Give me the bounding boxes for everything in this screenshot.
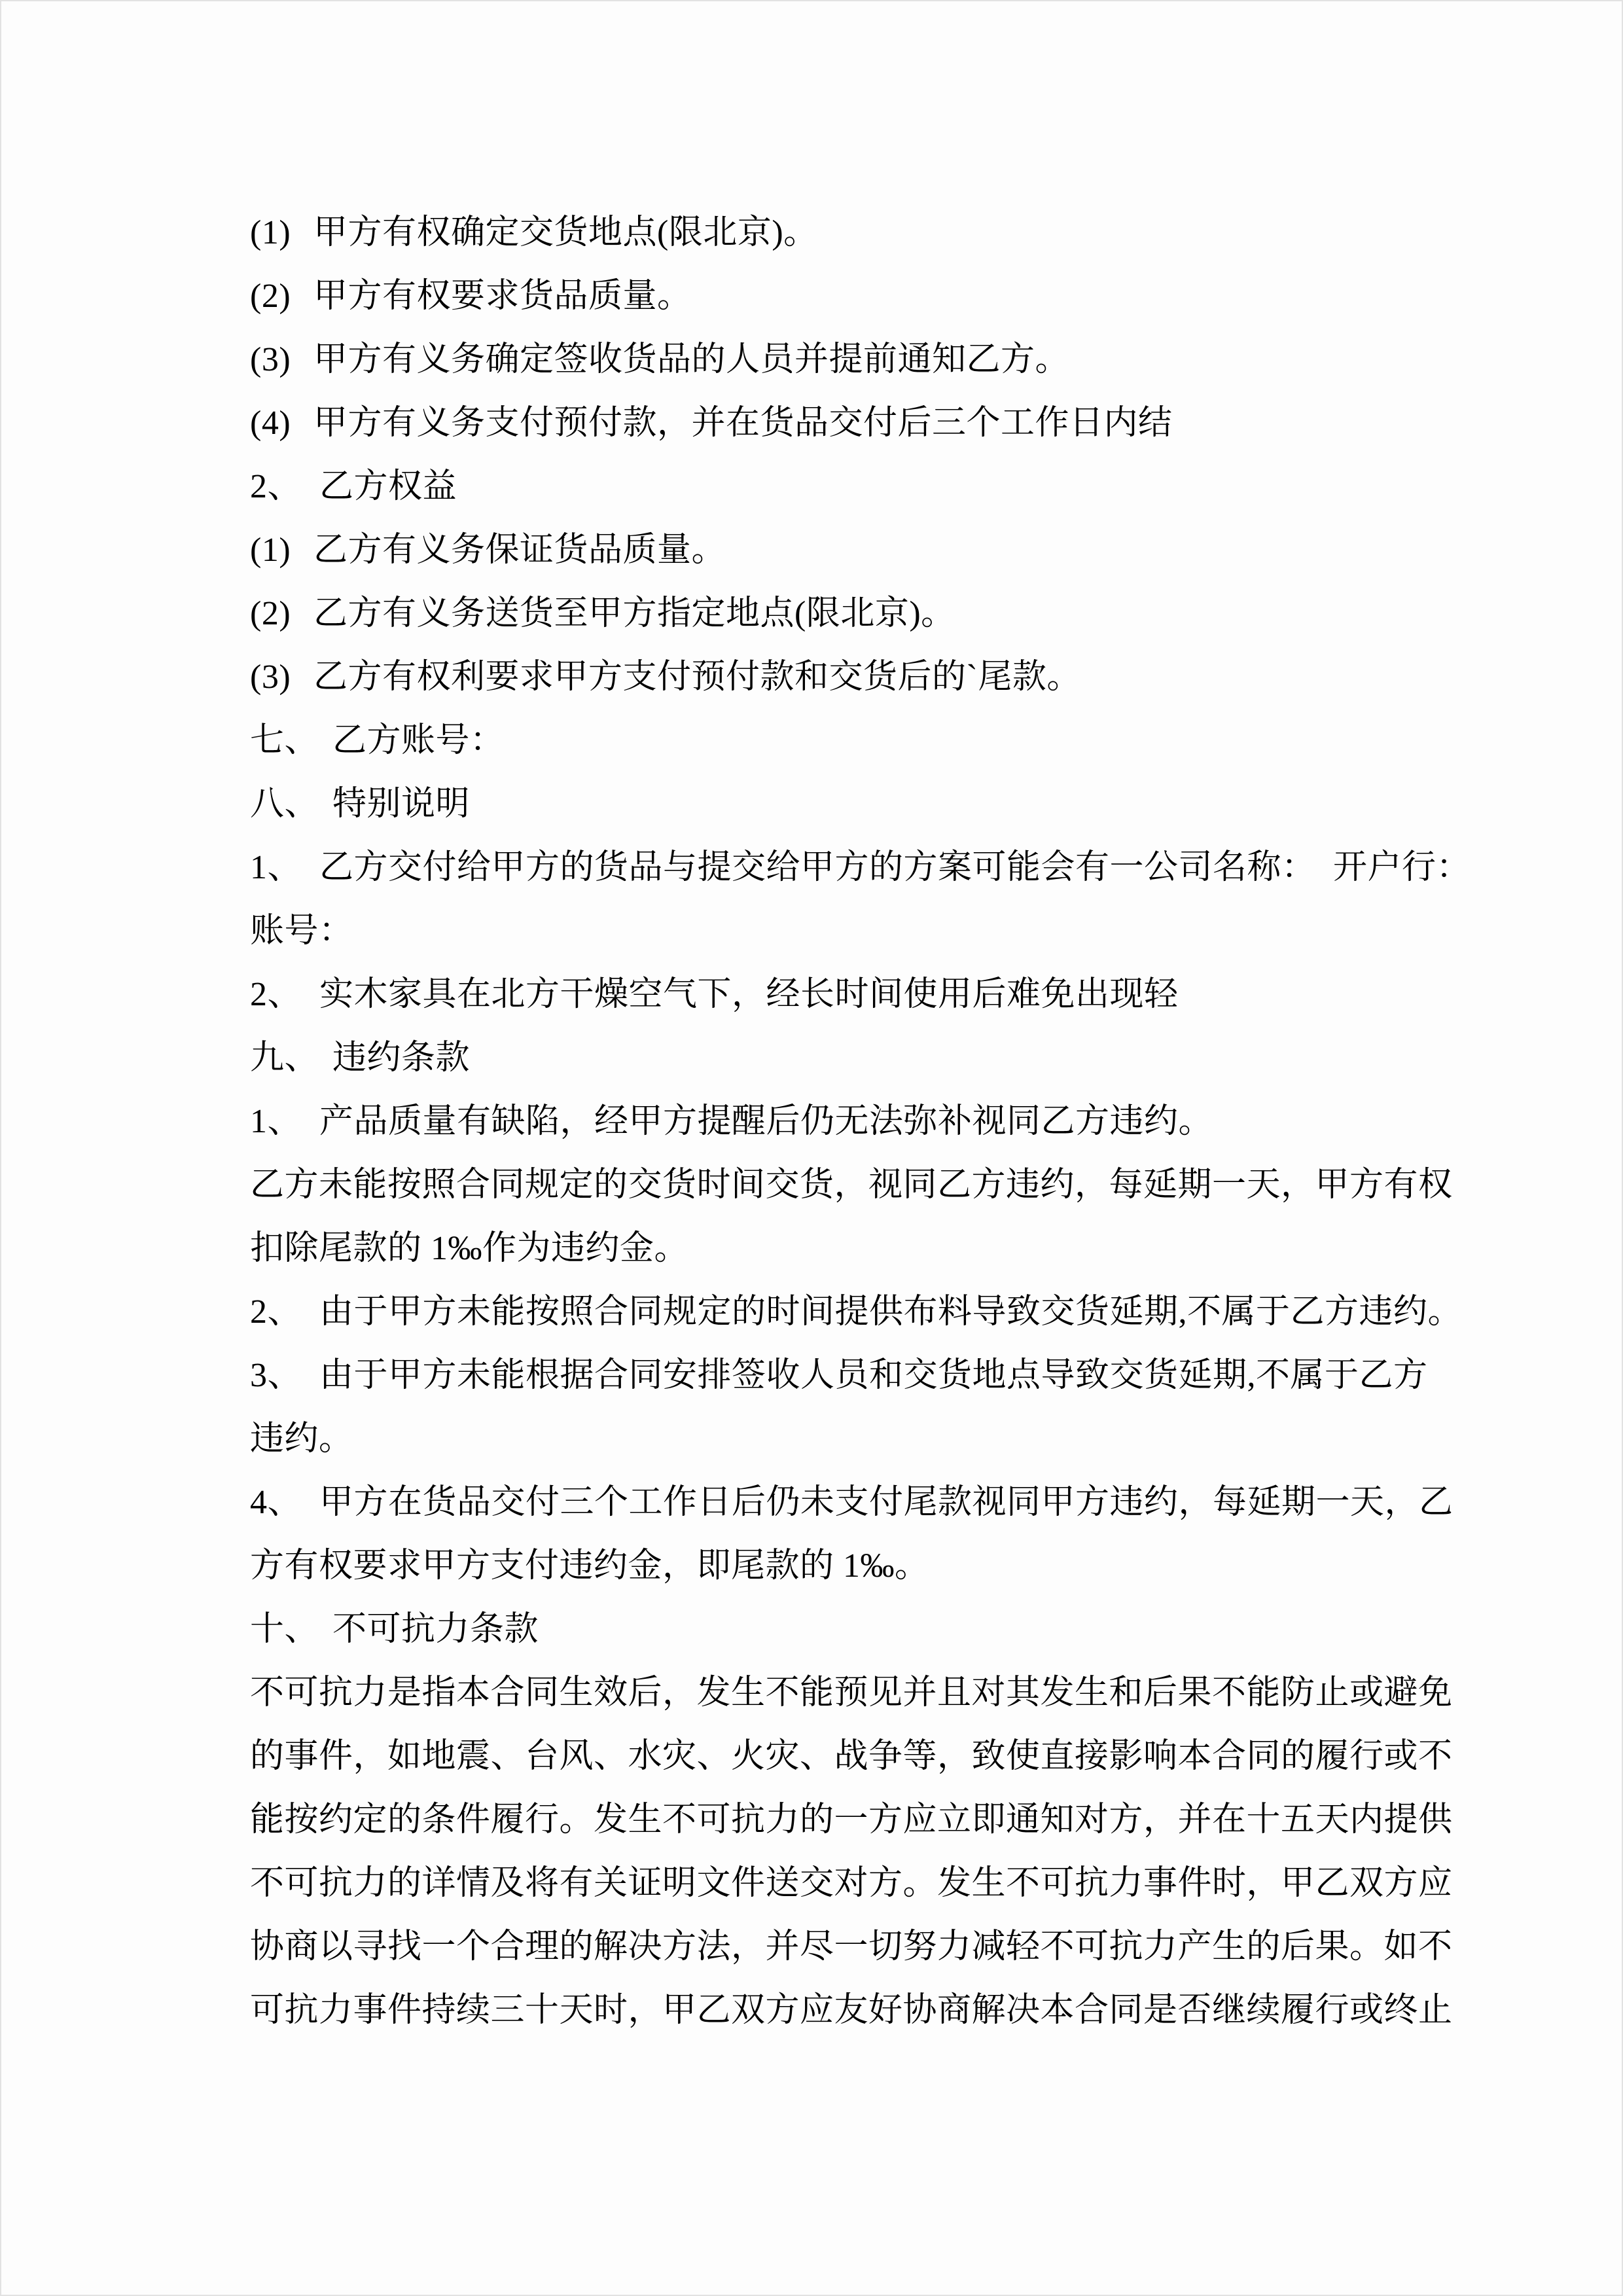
contract-line bbox=[250, 1926, 1453, 1968]
line-text: 产品质量有缺陷，经甲方提醒后仍无法弥补视同乙方违约。 bbox=[319, 1103, 1213, 1140]
line-number: 八、 bbox=[250, 785, 319, 823]
contract-line bbox=[250, 1799, 1453, 1841]
line-text: 乙方账号： bbox=[332, 722, 505, 759]
line-text: 扣除尾款的 1‰作为违约金。 bbox=[250, 1230, 689, 1267]
line-text: 乙方权益 bbox=[319, 468, 457, 505]
contract-line bbox=[250, 1672, 1453, 1714]
line-number: 十、 bbox=[250, 1611, 319, 1648]
line-text: 乙方有权利要求甲方支付预付款和交货后的`尾款。 bbox=[313, 658, 1081, 696]
contract-line bbox=[250, 466, 457, 508]
line-text: 甲方有义务确定签收货品的人员并提前通知乙方。 bbox=[313, 341, 1070, 378]
line-text: 由于甲方未能按照合同规定的时间提供布料导致交货延期,不属于乙方违约。 bbox=[319, 1293, 1463, 1331]
line-text: 乙方未能按照合同规定的交货时间交货，视同乙方违约，每延期一天，甲方有权 bbox=[250, 1166, 1453, 1204]
line-text: 实木家具在北方干燥空气下，经长时间使用后难免出现轻 bbox=[319, 976, 1179, 1013]
line-text: 协商以寻找一个合理的解决方法，并尽一切努力减轻不可抗力产生的后果。如不 bbox=[250, 1928, 1453, 1965]
contract-line bbox=[250, 529, 726, 571]
line-text: 乙方有义务送货至甲方指定地点(限北京)。 bbox=[313, 595, 955, 632]
contract-line bbox=[250, 1609, 539, 1651]
line-text: 能按约定的条件履行。发生不可抗力的一方应立即通知对方，并在十五天内提供 bbox=[250, 1801, 1453, 1839]
line-number: (1) bbox=[250, 531, 291, 569]
contract-line bbox=[250, 1228, 688, 1270]
line-number: 2、 bbox=[250, 468, 302, 505]
line-number: (2) bbox=[250, 278, 291, 315]
contract-line bbox=[250, 403, 1173, 444]
contract-line bbox=[250, 910, 353, 952]
contract-line bbox=[250, 974, 1179, 1016]
line-text: 甲方有义务支付预付款，并在货品交付后三个工作日内结 bbox=[313, 404, 1173, 442]
line-text: 方有权要求甲方支付违约金，即尾款的 1‰。 bbox=[250, 1547, 929, 1585]
contract-line bbox=[250, 1482, 1454, 1524]
contract-line bbox=[250, 1545, 929, 1587]
line-text: 违约条款 bbox=[332, 1039, 471, 1077]
line-number: 4、 bbox=[250, 1484, 302, 1521]
line-text: 甲方有权要求货品质量。 bbox=[313, 278, 692, 315]
line-text: 甲方在货品交付三个工作日后仍未支付尾款视同甲方违约，每延期一天，乙 bbox=[319, 1484, 1454, 1521]
line-number: (3) bbox=[250, 658, 291, 696]
line-text: 甲方有权确定交货地点(限北京)。 bbox=[313, 214, 818, 251]
line-number: (3) bbox=[250, 341, 291, 378]
contract-line bbox=[250, 656, 1081, 698]
line-number: 九、 bbox=[250, 1039, 319, 1077]
line-number: 七、 bbox=[250, 722, 319, 759]
line-text: 账号： bbox=[250, 912, 353, 950]
line-text: 不可抗力的详情及将有关证明文件送交对方。发生不可抗力事件时，甲乙双方应 bbox=[250, 1865, 1453, 1902]
contract-line bbox=[250, 593, 955, 635]
line-number: (4) bbox=[250, 404, 291, 442]
line-text: 不可抗力是指本合同生效后，发生不能预见并且对其发生和后果不能防止或避免 bbox=[250, 1674, 1453, 1712]
line-text: 特别说明 bbox=[332, 785, 471, 823]
contract-line bbox=[250, 1101, 1213, 1143]
contract-line bbox=[250, 339, 1069, 381]
line-number: 1、 bbox=[250, 849, 302, 886]
line-text: 不可抗力条款 bbox=[332, 1611, 539, 1648]
line-text: 的事件，如地震、台风、水灾、火灾、战争等，致使直接影响本合同的履行或不 bbox=[250, 1738, 1453, 1775]
contract-line bbox=[250, 1164, 1453, 1206]
line-text: 可抗力事件持续三十天时，甲乙双方应友好协商解决本合同是否继续履行或终止 bbox=[250, 1992, 1453, 2029]
line-number: 2、 bbox=[250, 976, 302, 1013]
line-number: 2、 bbox=[250, 1293, 302, 1331]
contract-line bbox=[250, 1355, 1428, 1397]
contract-line bbox=[250, 1291, 1462, 1333]
line-number: 3、 bbox=[250, 1357, 302, 1394]
line-text: 乙方有义务保证货品质量。 bbox=[313, 531, 726, 569]
contract-line bbox=[250, 1037, 470, 1079]
contract-line bbox=[250, 212, 818, 254]
line-number: (1) bbox=[250, 214, 291, 251]
contract-line bbox=[250, 1863, 1453, 1905]
contract-line bbox=[250, 1990, 1453, 2032]
contract-line bbox=[250, 783, 470, 825]
line-number: (2) bbox=[250, 595, 291, 632]
line-number: 1、 bbox=[250, 1103, 302, 1140]
line-text: 由于甲方未能根据合同安排签收人员和交货地点导致交货延期,不属于乙方 bbox=[319, 1357, 1428, 1394]
contract-line bbox=[250, 720, 505, 762]
line-text: 乙方交付给甲方的货品与提交给甲方的方案可能会有一公司名称： 开户行： bbox=[319, 849, 1471, 886]
contract-line bbox=[250, 847, 1471, 889]
contract-line bbox=[250, 276, 692, 317]
contract-line bbox=[250, 1418, 353, 1460]
contract-line bbox=[250, 1736, 1453, 1778]
line-text: 违约。 bbox=[250, 1420, 353, 1458]
